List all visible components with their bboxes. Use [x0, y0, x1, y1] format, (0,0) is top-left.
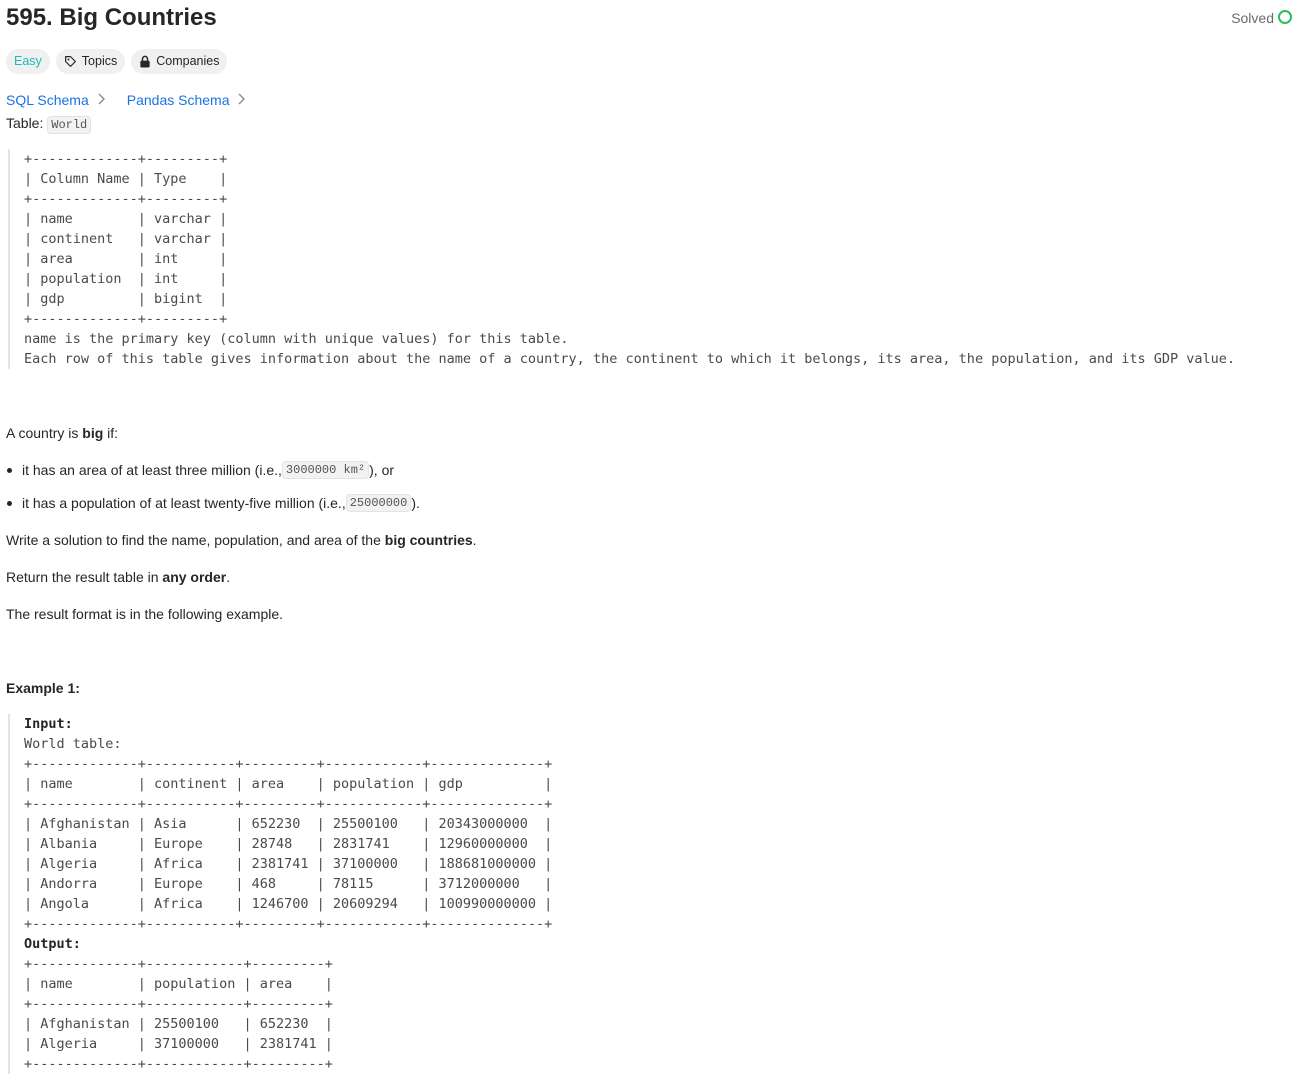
task-statement: [6, 532, 477, 548]
solved-status: [1231, 10, 1292, 26]
text-span: Return the result table in: [6, 569, 163, 585]
inline-code: 3000000 km²: [282, 461, 369, 479]
text-span: it has a population of at least twenty-five million (i.e.,: [22, 495, 346, 511]
order-statement: [6, 569, 230, 585]
list-item: [6, 494, 420, 512]
text-span: if:: [103, 425, 119, 441]
solved-label: Solved: [1231, 10, 1274, 26]
bullet-dot: [7, 468, 12, 473]
difficulty-badge[interactable]: [6, 49, 50, 74]
chevron-right-icon: [97, 92, 105, 108]
table-prefix: Table:: [6, 115, 48, 131]
format-statement: The result format is in the following example.: [6, 606, 284, 622]
bullet-dot: [7, 501, 12, 506]
text-span: it has an area of at least three million (i.e.,: [22, 462, 282, 478]
tag-bar: [6, 49, 227, 74]
text-span: ).: [411, 495, 420, 511]
sql-schema-link[interactable]: [6, 92, 105, 108]
companies-button[interactable]: [131, 49, 227, 74]
text-span: A country is: [6, 425, 83, 441]
text-span: ), or: [369, 462, 395, 478]
text-span: Write a solution to find the name, population, and area of the: [6, 532, 385, 548]
bold-span: any order: [162, 569, 227, 585]
chevron-right-icon: [237, 92, 245, 108]
output-label: Output:: [24, 936, 81, 952]
difficulty-label: Easy: [14, 54, 42, 68]
pandas-schema-label: Pandas Schema: [126, 92, 230, 108]
table-name-code: World: [47, 116, 91, 134]
input-table: +-------------+-----------+---------+------------+--------------+ | name | continent | area | population | gdp | +-------------+-----------+---------+------------+--------------+ | Afghanistan | Asia | 652230 | 25500100 | 20343000000 | | Albania | Europe | 28748 | 2831741 | 12960000000 | | Algeria | Africa | 2381741 | 37100000 | 188681000000 | | Andorra | Europe | 468 | 78115 | 3712000000 | | Angola | Africa | 1246700 | 20609294 | 100990000000 | +-------------+-----------+---------+------------+--------------+: [24, 756, 553, 932]
input-table-label: World table:: [24, 736, 122, 752]
bold-span: big countries: [384, 532, 473, 548]
text-span: .: [472, 532, 477, 548]
text-span: .: [226, 569, 231, 585]
big-definition: [6, 425, 118, 441]
solved-check-icon: [1278, 10, 1292, 24]
lock-icon: [139, 55, 151, 68]
page-title: 595. Big Countries: [6, 4, 217, 31]
example-block: [8, 714, 552, 1074]
list-item: [6, 461, 394, 479]
schema-block: +-------------+---------+ | Column Name | Type | +-------------+---------+ | name | varchar | | continent | varchar | | area | int | | population | int | | gdp | bigint | +-------------+---------+ name is the primary key (column with unique values) for this table. Each row of this table gives information about the name of a country, the continent to which it belongs, its area, the population, and its GDP value.: [8, 149, 1235, 369]
topics-label: Topics: [81, 54, 118, 68]
table-name-line: [6, 115, 91, 132]
bold-span: Example 1:: [6, 680, 80, 696]
schema-links: [6, 92, 245, 108]
output-table: +-------------+------------+---------+ | name | population | area | +-------------+------------+---------+ | Afghanistan | 25500100 | 652230 | | Algeria | 37100000 | 2381741 | +-------------+------------+---------+: [24, 956, 333, 1072]
tag-icon: [64, 55, 77, 68]
input-label: Input:: [24, 716, 73, 732]
topics-button[interactable]: [56, 49, 125, 74]
pandas-schema-link[interactable]: [127, 92, 246, 108]
companies-label: Companies: [156, 54, 220, 68]
example-heading: [6, 680, 80, 696]
sql-schema-label: SQL Schema: [6, 92, 89, 108]
inline-code: 25000000: [346, 494, 412, 512]
bold-span: big: [82, 425, 104, 441]
